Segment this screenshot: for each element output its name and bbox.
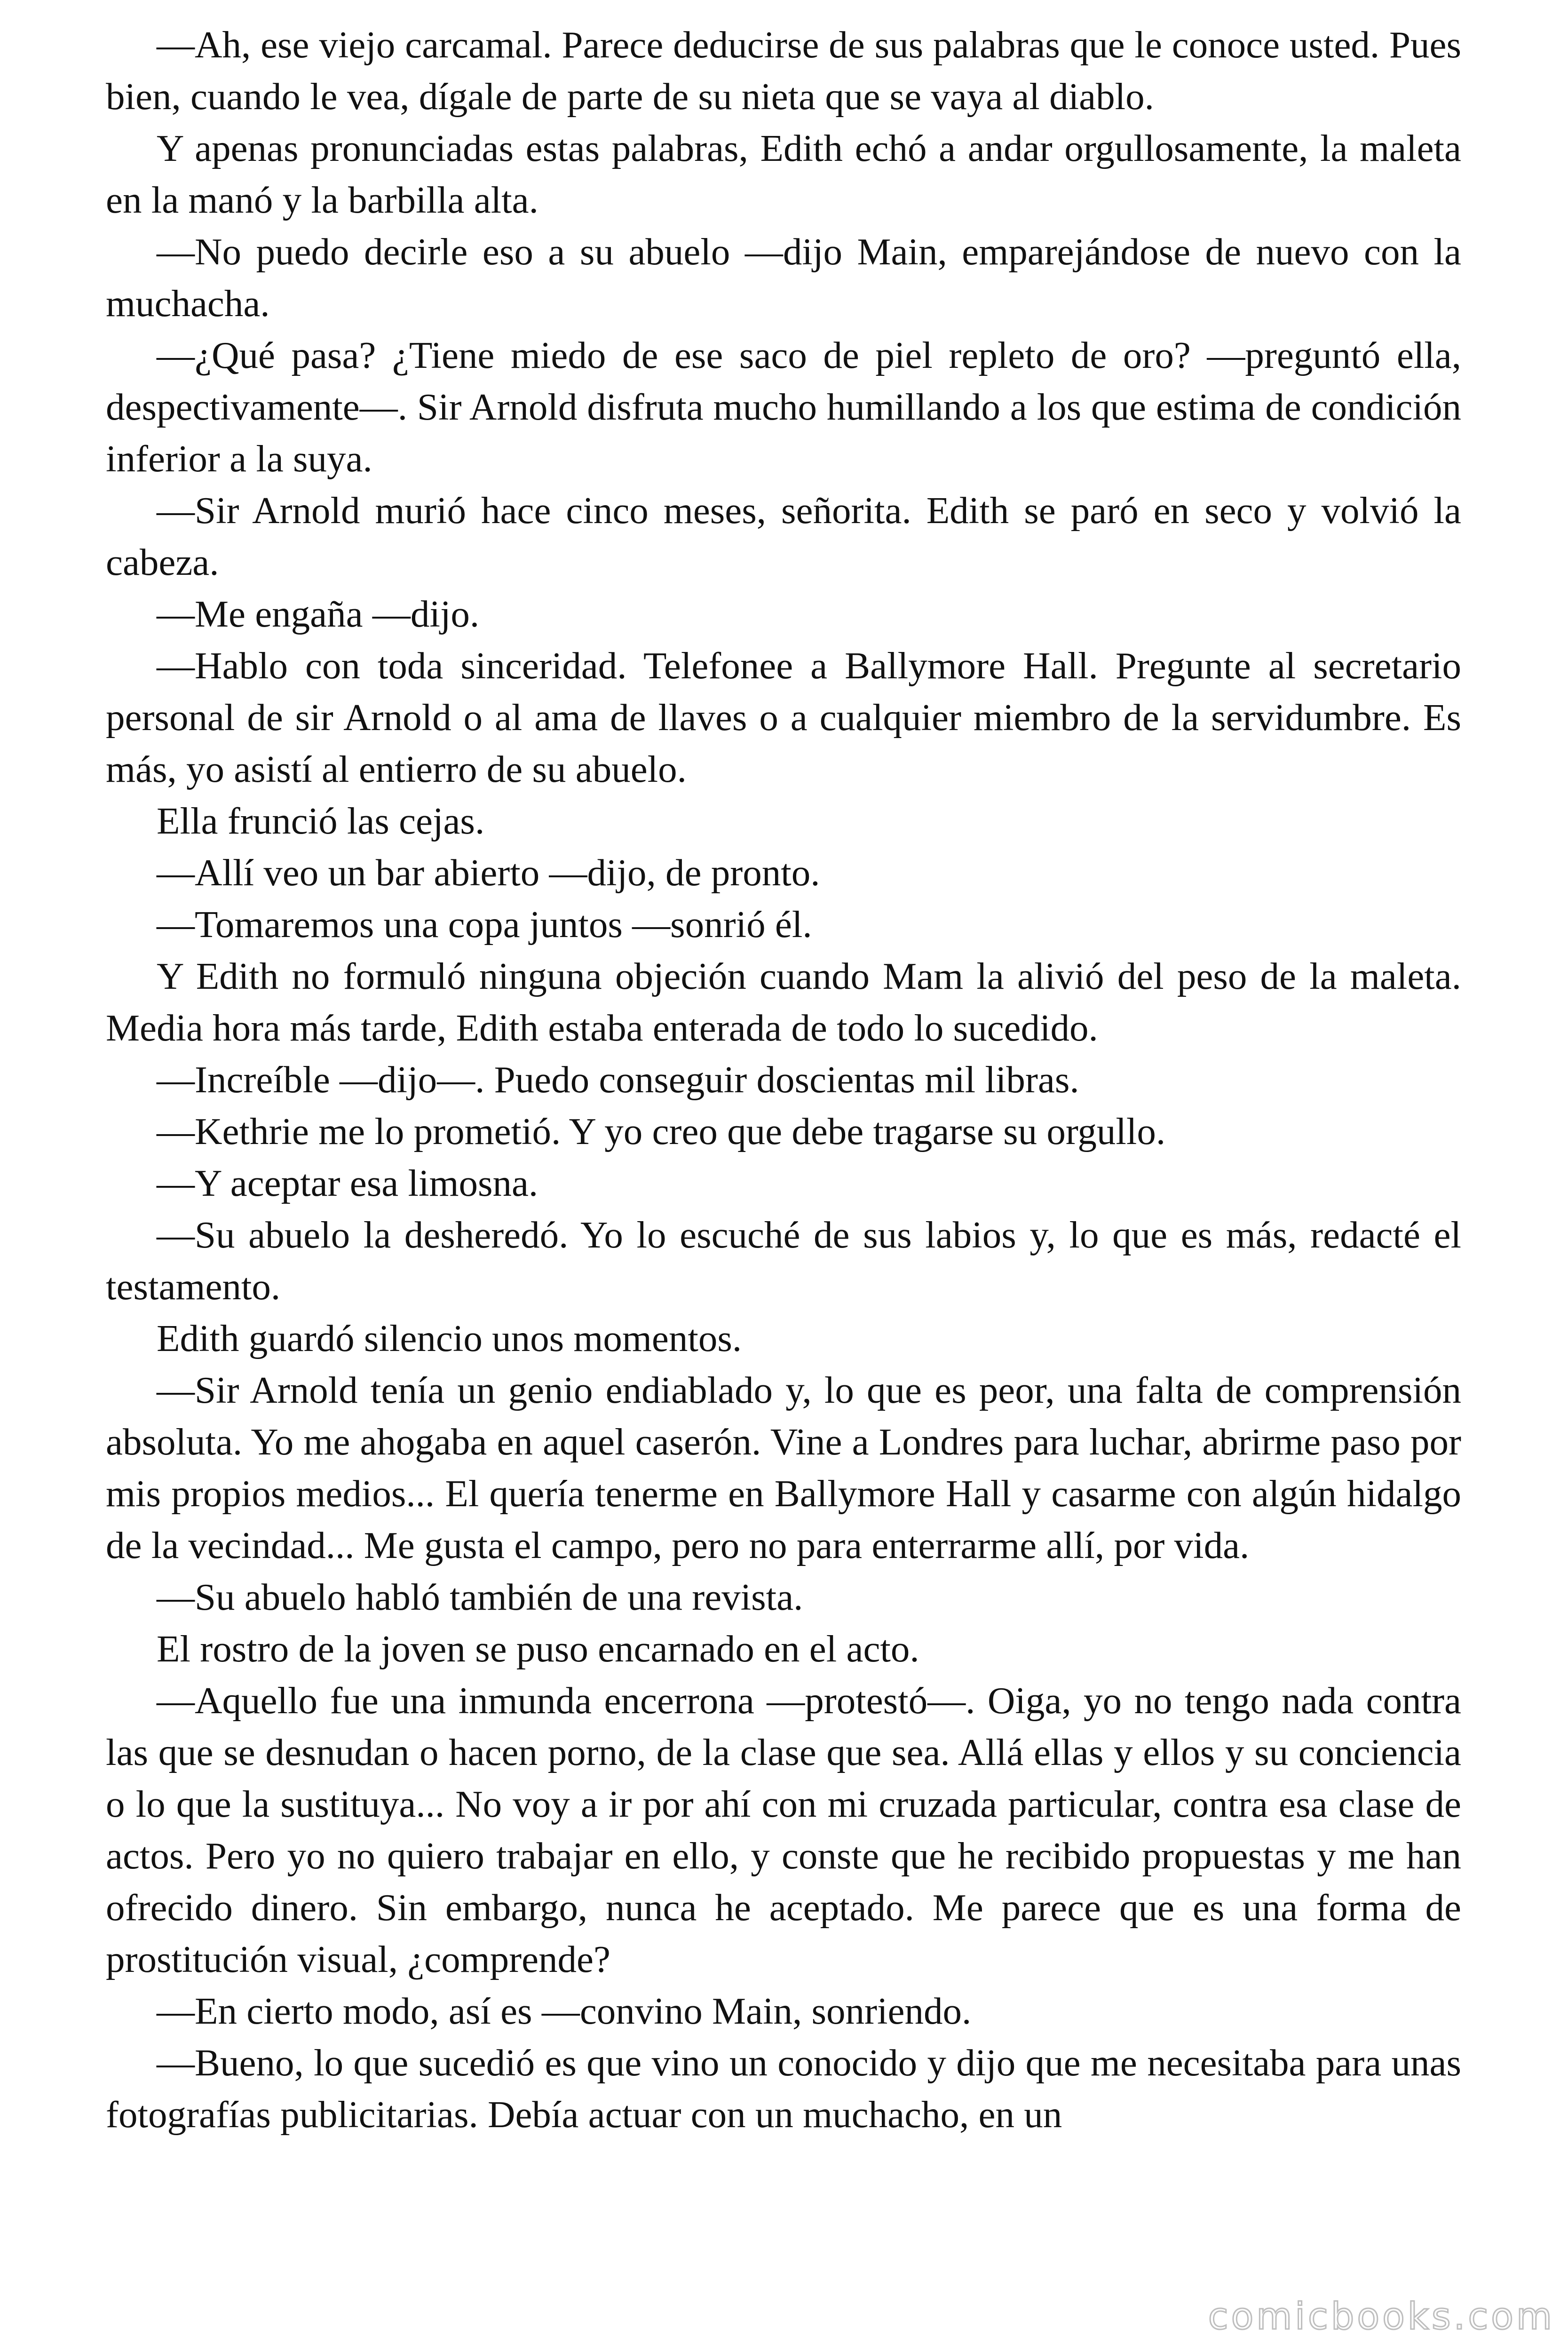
paragraph: —No puedo decirle eso a su abuelo —dijo Main, emparejándose de nuevo con la muchacha.	[106, 230, 1461, 325]
paragraph: Ella frunció las cejas.	[157, 800, 485, 842]
paragraph: —Aquello fue una inmunda encerrona —protestó—. Oiga, yo no tengo nada contra las que se desnudan o hacen porno, de la clase que sea. Allá ellas y ellos y su conciencia o lo que la sustituya... No voy a ir por ahí con mi cruzada particular, contra esa clase de actos. Pero yo no quiero trabajar en ello, y conste que he recibido propuestas y me han ofrecido dinero. Sin embargo, nunca he aceptado. Me parece que es una forma de prostitución visual, ¿comprende?	[106, 1679, 1461, 1980]
paragraph: —Allí veo un bar abierto —dijo, de pronto.	[157, 851, 820, 894]
watermark-logo: comicbooks.com	[1208, 2296, 1555, 2338]
paragraph: Y Edith no formuló ninguna objeción cuando Mam la alivió del peso de la maleta. Media hora más tarde, Edith estaba enterada de todo lo sucedido.	[106, 955, 1461, 1049]
paragraph: —Me engaña —dijo.	[157, 593, 480, 635]
paragraph: —¿Qué pasa? ¿Tiene miedo de ese saco de piel repleto de oro? —preguntó ella, despectivamente—. Sir Arnold disfruta mucho humillando a los que estima de condición inferior a la suya.	[106, 334, 1461, 480]
paragraph: —Hablo con toda sinceridad. Telefonee a Ballymore Hall. Pregunte al secretario personal de sir Arnold o al ama de llaves o a cualquier miembro de la servidumbre. Es más, yo asistí al entierro de su abuelo.	[106, 644, 1461, 790]
paragraph: —Increíble —dijo—. Puedo conseguir doscientas mil libras.	[157, 1058, 1079, 1101]
paragraph: —Sir Arnold murió hace cinco meses, señorita. Edith se paró en seco y volvió la cabeza.	[106, 489, 1461, 583]
paragraph: —Bueno, lo que sucedió es que vino un conocido y dijo que me necesitaba para unas fotografías publicitarias. Debía actuar con un muchacho, en un	[106, 2042, 1461, 2136]
paragraph: —Su abuelo habló también de una revista.	[157, 1576, 803, 1618]
paragraph: —En cierto modo, así es —convino Main, sonriendo.	[157, 1990, 972, 2032]
paragraph: El rostro de la joven se puso encarnado en el acto.	[157, 1628, 919, 1670]
paragraph: —Kethrie me lo prometió. Y yo creo que debe tragarse su orgullo.	[157, 1110, 1166, 1152]
paragraph: Y apenas pronunciadas estas palabras, Edith echó a andar orgullosamente, la maleta en la manó y la barbilla alta.	[106, 127, 1461, 221]
paragraph: —Tomaremos una copa juntos —sonrió él.	[157, 903, 812, 946]
paragraph: —Y aceptar esa limosna.	[157, 1162, 539, 1204]
paragraph: —Sir Arnold tenía un genio endiablado y, lo que es peor, una falta de comprensión absoluta. Yo me ahogaba en aquel caserón. Vine a Londres para luchar, abrirme paso por mis propios medios... El quería tenerme en Ballymore Hall y casarme con algún hidalgo de la vecindad... Me gusta el campo, pero no para enterrarme allí, por vida.	[106, 1369, 1461, 1566]
paragraph: Edith guardó silencio unos momentos.	[157, 1317, 742, 1359]
paragraph: —Su abuelo la desheredó. Yo lo escuché de sus labios y, lo que es más, redacté el testamento.	[106, 1214, 1461, 1308]
body-text	[106, 19, 1461, 2140]
paragraph: —Ah, ese viejo carcamal. Parece deducirse de sus palabras que le conoce usted. Pues bien, cuando le vea, dígale de parte de su nieta que se vaya al diablo.	[106, 24, 1461, 118]
